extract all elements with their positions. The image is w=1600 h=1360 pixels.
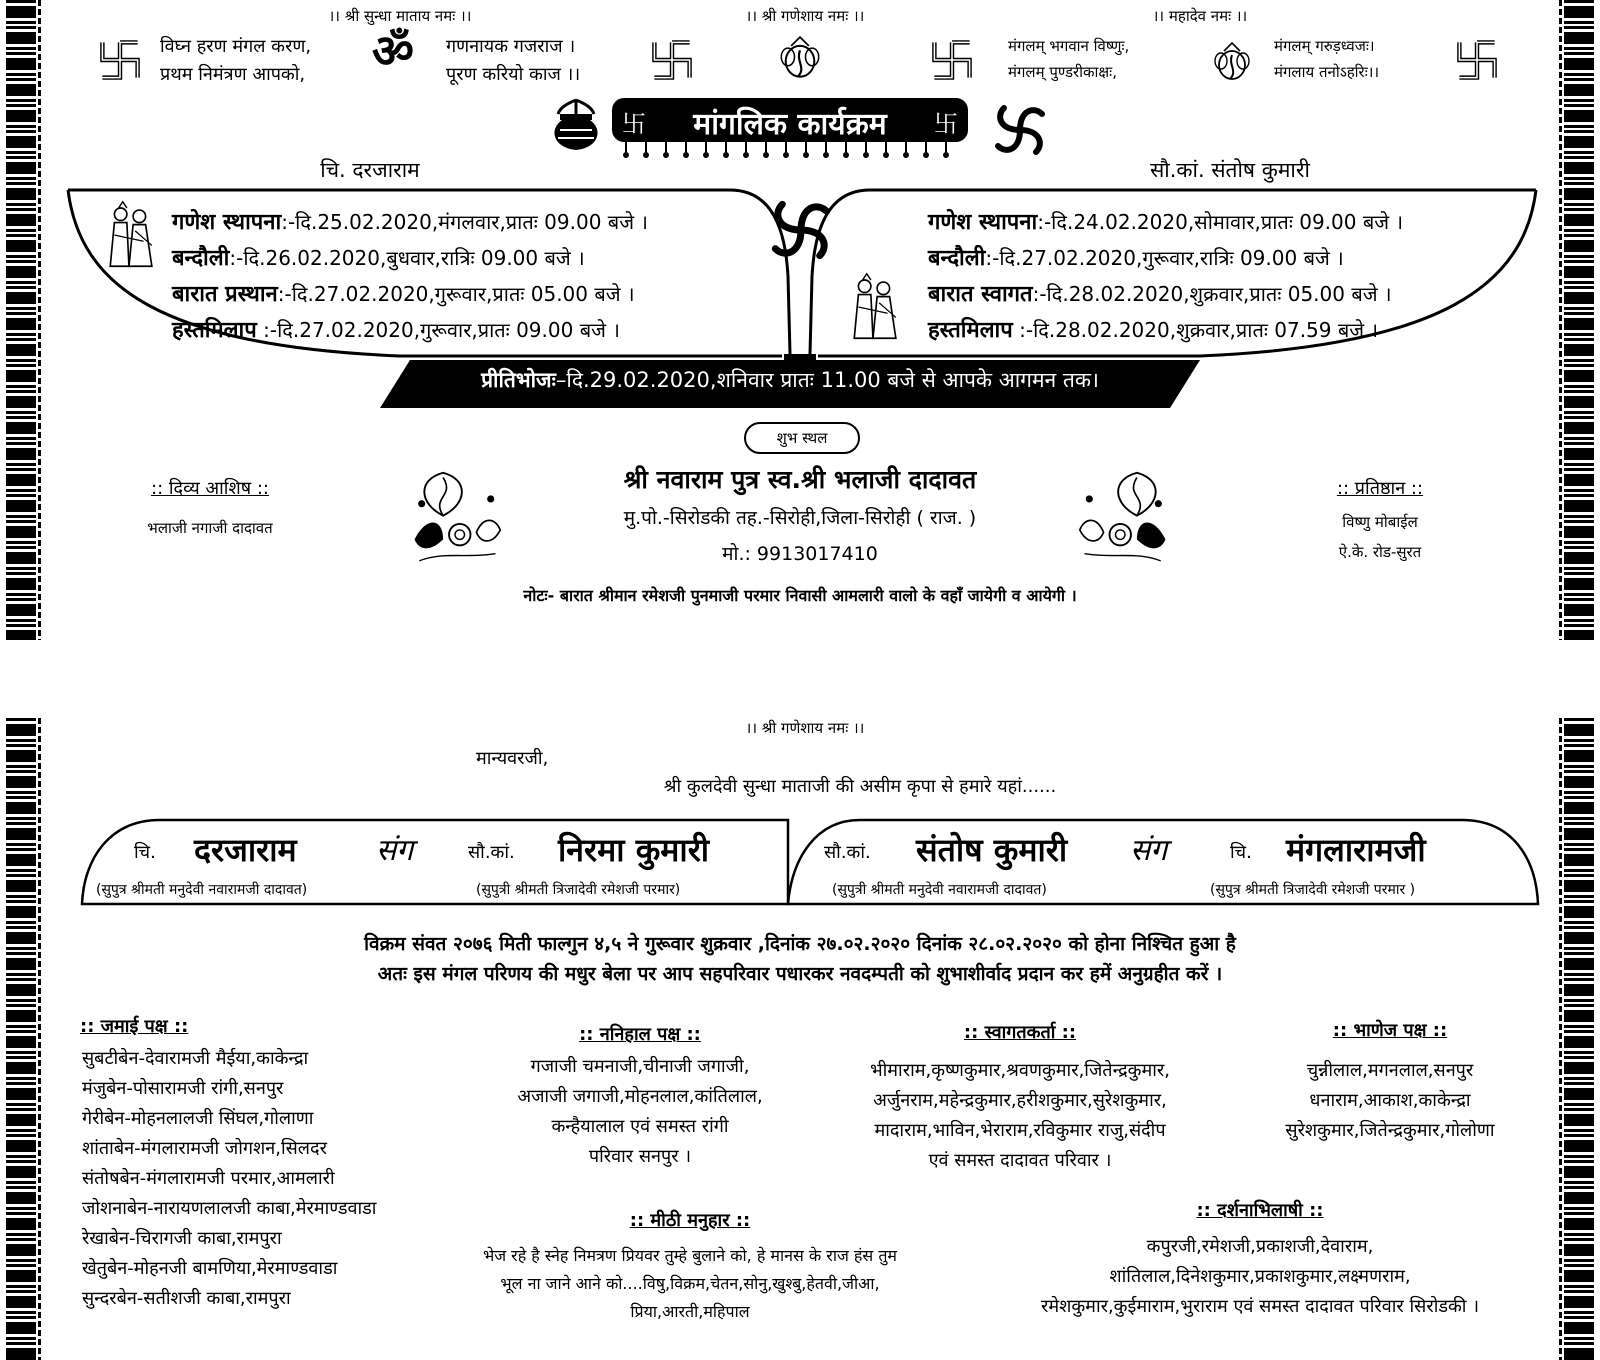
event-value: :-दि.25.02.2020,मंगलवार,प्रातः 09.00 बजे । <box>281 210 648 234</box>
event-value: :-दि.26.02.2020,बुधवार,रात्रिः 09.00 बजे । <box>229 246 585 270</box>
jamai-title: :: जमाई पक्ष :: <box>80 1016 189 1037</box>
invitation-card <box>0 718 1600 1360</box>
verse-right-line1b: मंगलम् पुण्डरीकाक्षः, <box>1008 63 1117 81</box>
left-event-row <box>172 242 585 272</box>
bride-name: सौ.कां. संतोष कुमारी <box>1150 158 1310 182</box>
right-border-pattern <box>1564 718 1594 1360</box>
couple2-bride-parent: (सुपुत्री श्रीमती मनुदेवी नवारामजी दादावत) <box>832 882 1047 898</box>
event-label: बारात स्वागत <box>928 282 1033 307</box>
nanihal-item: गजाजी चमनाजी,चीनाजी जगाजी, <box>530 1056 750 1077</box>
couple1-bride-prefix: सौ.कां. <box>468 842 515 863</box>
jamai-item: जोशनाबेन-नारायणलालजी काबा,मेरमाण्डवाडा <box>82 1198 377 1219</box>
feast-value: –दि.29.02.2020,शनिवार प्रातः 11.00 बजे से आपके आगमन तक। <box>555 368 1099 392</box>
ganesha-icon <box>1212 38 1252 86</box>
couple1-bride-parent: (सुपुत्री श्रीमती त्रिजादेवी रमेशजी परमार) <box>476 882 681 898</box>
feast-label: प्रीतिभोजः <box>481 368 556 392</box>
verse-right-line2a: मंगलम् गरुड़ध्वजः। <box>1274 37 1375 55</box>
invocation-mahadev: ।। महादेव नमः ।। <box>1152 7 1248 25</box>
swagat-title: :: स्वागतकर्ता :: <box>963 1022 1077 1043</box>
mithi-item: भूल ना जाने आने को....विषु,विक्रम,चेतन,सोनु,खुश्बु,हेतवी,जीआ, <box>500 1274 880 1293</box>
couple2-bride-prefix: सौ.कां. <box>824 842 871 863</box>
jamai-item: मंजुबेन-पोसारामजी रांगी,सनपुर <box>82 1078 284 1099</box>
venue-name: श्री नवाराम पुत्र स्व.श्री भलाजी दादावत <box>623 465 977 494</box>
establishment-title: :: प्रतिष्ठान :: <box>1336 478 1424 499</box>
mithi-item: प्रिया,आरती,महिपाल <box>630 1302 750 1321</box>
bhanej-item: धनाराम,आकाश,काकेन्द्रा <box>1309 1090 1471 1111</box>
couple2-groom-prefix: चि. <box>1230 842 1252 863</box>
couple2-groom-parent: (सुपुत्र श्रीमती त्रिजादेवी रमेशजी परमार ) <box>1210 882 1416 898</box>
establishment-line2: ऐ.के. रोड-सुरत <box>1338 543 1422 561</box>
invocation-ganesh: ।। श्री गणेशाय नमः ।। <box>745 7 865 25</box>
event-value: :-दि.27.02.2020,गुरूवार,प्रातः 05.00 बजे । <box>277 282 635 306</box>
salutation: मान्यवरजी, <box>476 748 549 769</box>
event-value: :-दि.24.02.2020,सोमावार,प्रातः 09.00 बजे । <box>1037 210 1404 234</box>
blessing-title: :: दिव्य आशिष :: <box>151 478 269 499</box>
event-label: हस्तमिलाप <box>928 318 1013 343</box>
swirl-icon <box>990 90 1050 170</box>
establishment-line1: विष्णु मोबाईल <box>1342 513 1418 531</box>
bhanej-item: सुरेशकुमार,जितेन्द्रकुमार,गोलोणा <box>1285 1120 1495 1141</box>
verse-right-line1a: मंगलम् भगवान विष्णुः, <box>1008 37 1130 55</box>
couple1-bride: निरमा कुमारी <box>558 831 710 869</box>
om-icon: ॐ <box>372 24 414 78</box>
jamai-item: रेखाबेन-चिरागजी काबा,रामपुरा <box>82 1228 282 1249</box>
banner-swastika-left: 卐 <box>622 110 646 138</box>
darshan-title: :: दर्शनाभिलाषी :: <box>1196 1200 1324 1221</box>
jamai-item: संतोषबेन-मंगलारामजी परमार,आमलारी <box>82 1168 335 1189</box>
bhanej-item: चुन्नीलाल,मगनलाल,सनपुर <box>1306 1060 1474 1081</box>
swastika-icon <box>650 38 694 82</box>
ganesha-icon <box>778 30 822 86</box>
event-label: हस्तमिलाप <box>172 318 257 343</box>
announcement-line1: विक्रम संवत २०७६ मिती फाल्गुन ४,५ ने गुरूवार शुक्रवार ,दिनांक २७.०२.२०२० दिनांक २८.०२.२०२० को होना निश्चित हुआ है <box>364 933 1236 955</box>
invocation-ganesh: ।। श्री गणेशाय नमः ।। <box>745 719 865 737</box>
right-event-row <box>928 206 1403 236</box>
title-banner <box>612 98 968 142</box>
left-border-pattern <box>6 0 36 640</box>
kalash-icon <box>548 96 604 154</box>
groom-name: चि. दरजाराम <box>320 158 420 182</box>
nanihal-item: अजाजी जगाजी,मोहनलाल,कांतिलाल, <box>517 1086 763 1107</box>
couple2-groom: मंगलारामजी <box>1286 831 1426 869</box>
event-label: गणेश स्थापना <box>928 210 1038 235</box>
left-border-pattern <box>6 718 36 1360</box>
verse-left-line2b: पूरण करियो काज ।। <box>446 64 581 85</box>
swastika-icon <box>98 38 142 82</box>
page-title: मांगलिक कार्यक्रम <box>693 107 887 142</box>
couple1-sang: संग <box>376 833 414 868</box>
verse-left-line1a: विघ्न हरण मंगल करण, <box>160 36 312 57</box>
right-event-row <box>928 278 1392 308</box>
event-value: :-दि.28.02.2020,शुक्रवार,प्रातः 07.59 बजे । <box>1012 318 1379 342</box>
right-border-pattern <box>1564 0 1594 640</box>
jamai-item: गेरीबेन-मोहनलालजी सिंघल,गोलाणा <box>82 1108 314 1129</box>
event-value: :-दि.28.02.2020,शुक्रवार,प्रातः 05.00 बजे । <box>1032 282 1392 306</box>
mithi-item: भेज रहे है स्नेह निमत्रण प्रियवर तुम्हे बुलाने को, हे मानस के राज हंस तुम <box>482 1246 898 1265</box>
verse-left-line1b: प्रथम निमंत्रण आपको, <box>160 64 306 85</box>
banner-swastika-right: 卐 <box>934 110 958 138</box>
venue-address: मु.पो.-सिरोडकी तह.-सिरोही,जिला-सिरोही ( राज. ) <box>623 507 977 529</box>
verse-left-line2a: गणनायक गजराज । <box>446 36 576 57</box>
right-event-row <box>928 242 1344 272</box>
venue-phone: मो.: 9913017410 <box>722 543 878 565</box>
floral-icon <box>405 468 505 568</box>
nanihal-item: परिवार सनपुर । <box>588 1146 692 1167</box>
couple2-bride: संतोष कुमारी <box>916 831 1068 869</box>
note-text: नोटः- बारात श्रीमान रमेशजी पुनमाजी परमार निवासी आमलारी वालो के वहाँ जायेगी व आयेगी । <box>523 586 1077 605</box>
bhanej-title: :: भाणेज पक्ष :: <box>1332 1020 1448 1041</box>
announcement-line2: अतः इस मंगल परिणय की मधुर बेला पर आप सहपरिवार पधारकर नवदम्पती को शुभाशीर्वाद प्रदान कर हमें अनुग्रहीत करें । <box>377 963 1223 985</box>
invocation-sundha: ।। श्री सुन्धा माताय नमः ।। <box>328 7 472 25</box>
darshan-item: शांतिलाल,दिनेशकुमार,प्रकाशकुमार,लक्ष्मणराम, <box>1109 1266 1411 1287</box>
darshan-item: कपुरजी,रमेशजी,प्रकाशजी,देवाराम, <box>1146 1236 1374 1257</box>
blessing-name: भलाजी नगाजी दादावत <box>147 519 273 537</box>
mithi-title: :: मीठी मनुहार :: <box>629 1210 751 1231</box>
jamai-item: सुबटीबेन-देवारामजी मैईया,काकेन्द्रा <box>82 1048 309 1069</box>
couple1-groom-parent: (सुपुत्र श्रीमती मनुदेवी नवारामजी दादावत) <box>96 882 308 898</box>
event-value: :-दि.27.02.2020,गुरूवार,रात्रिः 09.00 बजे । <box>985 246 1344 270</box>
intro-line: श्री कुलदेवी सुन्धा माताजी की असीम कृपा से हमारे यहां...... <box>663 776 1057 797</box>
couple-icon <box>848 270 900 342</box>
left-event-row <box>172 278 635 308</box>
right-event-row <box>928 314 1378 344</box>
venue-tag: शुभ स्थल <box>744 422 860 454</box>
swagat-item: भीमाराम,कृष्णकुमार,श्रवणकुमार,जितेन्द्रकुमार, <box>869 1060 1171 1081</box>
feast-line <box>400 366 1180 394</box>
nanihal-item: कन्हैयालाल एवं समस्त रांगी <box>551 1116 729 1137</box>
jamai-item: खेतुबेन-मोहनजी बामणिया,मेरमाण्डवाडा <box>82 1258 338 1279</box>
floral-icon <box>1075 468 1175 568</box>
couple2-sang: संग <box>1130 833 1168 868</box>
jamai-item: सुन्दरबेन-सतीशजी काबा,रामपुरा <box>82 1288 291 1309</box>
jamai-item: शांताबेन-मंगलारामजी जोगशन,सिलदर <box>82 1138 327 1159</box>
event-label: गणेश स्थापना <box>172 210 282 235</box>
banner-fringe <box>616 142 966 162</box>
left-event-row <box>172 314 620 344</box>
couple1-groom-prefix: चि. <box>134 842 156 863</box>
swirl-icon <box>766 190 836 270</box>
swastika-icon <box>930 38 974 82</box>
event-label: बन्दौली <box>928 246 986 271</box>
swastika-icon <box>1455 38 1499 82</box>
left-event-row <box>172 206 648 236</box>
event-value: :-दि.27.02.2020,गुरूवार,प्रातः 09.00 बजे । <box>256 318 620 342</box>
swagat-item: अर्जुनराम,महेन्द्रकुमार,हरीशकुमार,सुरेशकुमार, <box>873 1090 1167 1111</box>
swagat-item: मादाराम,भाविन,भेराराम,रविकुमार राजु,संदीप <box>874 1120 1166 1141</box>
darshan-item: रमेशकुमार,कुईमाराम,भुराराम एवं समस्त दादावत परिवार सिरोडकी । <box>1040 1296 1480 1317</box>
event-card <box>0 0 1600 640</box>
couple1-groom: दरजाराम <box>194 831 297 869</box>
event-label: बारात प्रस्थान <box>172 282 278 307</box>
verse-right-line2b: मंगलाय तनोऽहरिः।। <box>1274 63 1380 81</box>
nanihal-title: :: ननिहाल पक्ष :: <box>579 1024 701 1045</box>
event-label: बन्दौली <box>172 246 230 271</box>
swagat-item: एवं समस्त दादावत परिवार । <box>928 1150 1112 1171</box>
couple-icon <box>104 198 156 270</box>
